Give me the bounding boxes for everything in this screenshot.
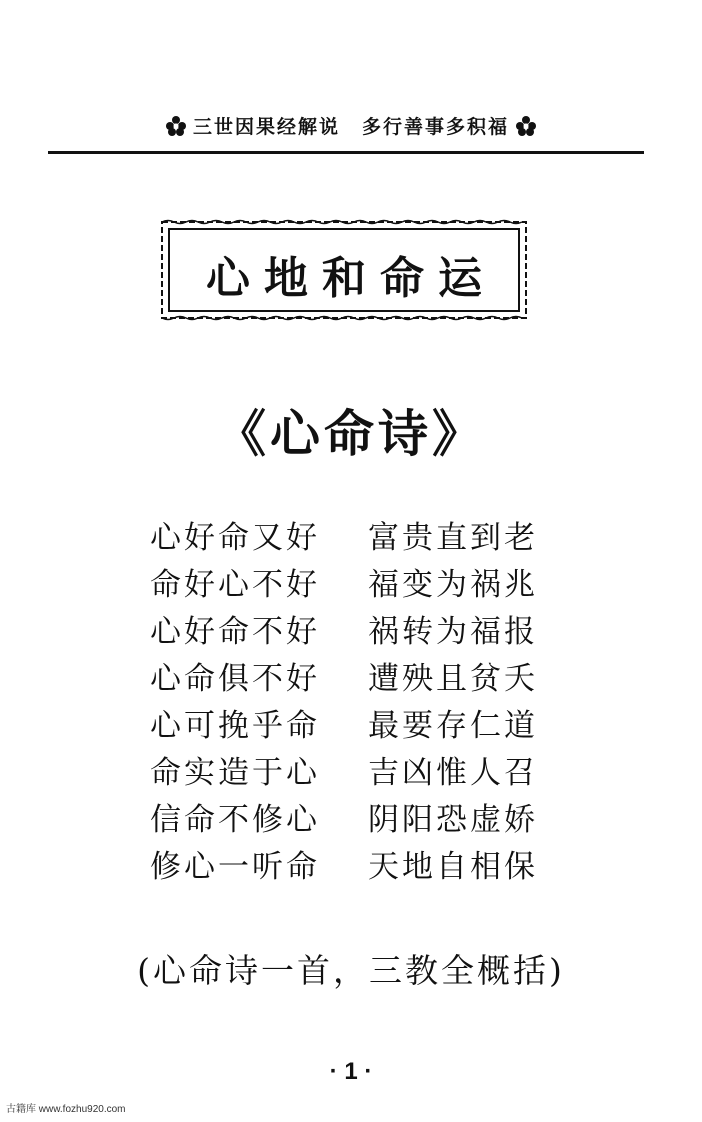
verse-second-half: 阴阳恐虚娇 (368, 802, 538, 838)
poem-note: (心命诗一首，三教全概括) (137, 951, 565, 990)
header-left-text: 三世因果经解说 (192, 116, 340, 138)
verse-second-half: 福变为祸兆 (368, 567, 538, 603)
verse-second-half: 遭殃且贫夭 (368, 661, 538, 697)
verse-first-half: 修心一听命 (150, 849, 320, 885)
chapter-title: 心地和命运 (206, 253, 496, 304)
verse-first-half: 命好心不好 (150, 567, 320, 603)
verse-second-half: 祸转为福报 (368, 614, 538, 650)
verse-line (150, 703, 570, 750)
verse-first-half: 信命不修心 (150, 802, 320, 838)
verse-second-half: 富贵直到老 (368, 520, 538, 556)
verse-line (150, 609, 570, 656)
verse-second-half: 最要存仁道 (368, 708, 538, 744)
verse-line (150, 562, 570, 609)
running-header (0, 112, 702, 139)
header-rule (48, 151, 644, 154)
flower-ornament-icon (165, 115, 187, 137)
page-number: · 1 · (329, 1058, 373, 1085)
verse-line (150, 750, 570, 797)
verse-line (150, 656, 570, 703)
verse-first-half: 心好命不好 (150, 614, 320, 650)
verse-line (150, 844, 570, 891)
verse-second-half: 天地自相保 (368, 849, 538, 885)
site-watermark: 古籍库 www.fozhu920.com (6, 1104, 126, 1115)
verse-line (150, 797, 570, 844)
verse-first-half: 心命俱不好 (150, 661, 320, 697)
flower-ornament-icon (515, 115, 537, 137)
verse-second-half: 吉凶惟人召 (368, 755, 538, 791)
poem-verses (150, 515, 570, 891)
poem-title: 《心命诗》 (216, 404, 486, 463)
verse-first-half: 心好命又好 (150, 520, 320, 556)
chapter-title-frame (158, 218, 530, 322)
verse-first-half: 心可挽乎命 (150, 708, 320, 744)
verse-line (150, 515, 570, 562)
verse-first-half: 命实造于心 (150, 755, 320, 791)
header-right-text: 多行善事多积福 (362, 116, 510, 138)
